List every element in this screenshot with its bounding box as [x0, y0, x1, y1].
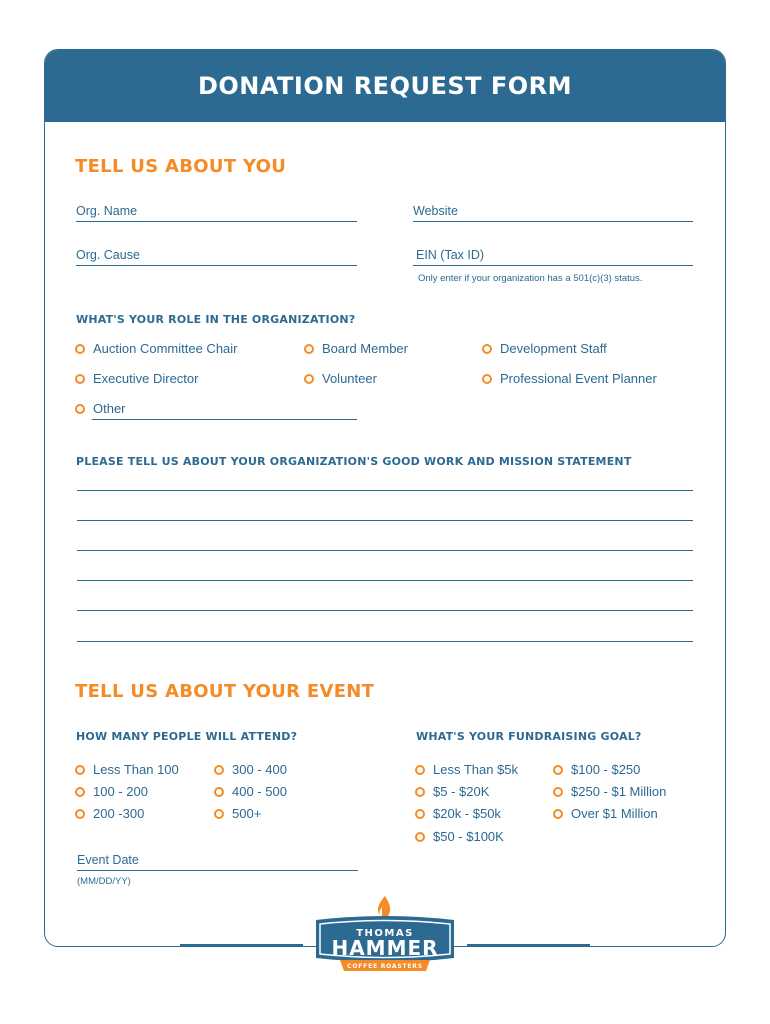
attend-question: HOW MANY PEOPLE WILL ATTEND? [76, 730, 298, 743]
goal-option-over-1m[interactable]: Over $1 Million [553, 806, 658, 821]
ein-field[interactable] [413, 265, 693, 266]
svg-text:THOMAS: THOMAS [356, 928, 414, 939]
radio-icon[interactable] [75, 374, 85, 384]
radio-icon[interactable] [214, 809, 224, 819]
ein-hint: Only enter if your organization has a 501(c)(3) status. [418, 273, 643, 284]
radio-icon[interactable] [415, 832, 425, 842]
ein-label: EIN (Tax ID) [416, 248, 485, 262]
logo-graphic [312, 896, 458, 980]
radio-icon[interactable] [415, 787, 425, 797]
role-option-development-staff[interactable]: Development Staff [482, 341, 607, 356]
radio-icon[interactable] [482, 344, 492, 354]
goal-option-50-100k[interactable]: $50 - $100K [415, 829, 504, 844]
role-option-other[interactable]: Other [75, 401, 126, 416]
org-name-field[interactable] [76, 221, 357, 222]
website-field[interactable] [413, 221, 693, 222]
radio-icon[interactable] [214, 765, 224, 775]
mission-line-6[interactable] [77, 641, 693, 642]
goal-option-100-250[interactable]: $100 - $250 [553, 762, 640, 777]
radio-icon[interactable] [482, 374, 492, 384]
mission-line-4[interactable] [77, 580, 693, 581]
radio-icon[interactable] [553, 787, 563, 797]
event-date-label: Event Date [77, 853, 139, 867]
radio-icon[interactable] [304, 344, 314, 354]
event-title: TELL US ABOUT YOUR EVENT [75, 681, 375, 702]
role-question: WHAT'S YOUR ROLE IN THE ORGANIZATION? [76, 313, 356, 326]
org-cause-field[interactable] [76, 265, 357, 266]
radio-icon[interactable] [75, 344, 85, 354]
footer-divider-right [467, 944, 590, 946]
form-title: DONATION REQUEST FORM [197, 72, 573, 100]
other-role-field[interactable] [92, 419, 357, 420]
radio-icon[interactable] [415, 809, 425, 819]
thomas-hammer-logo [312, 896, 458, 980]
radio-icon[interactable] [75, 809, 85, 819]
mission-line-2[interactable] [77, 520, 693, 521]
role-option-executive-director[interactable]: Executive Director [75, 371, 198, 386]
mission-question: PLEASE TELL US ABOUT YOUR ORGANIZATION'S GOOD WORK AND MISSION STATEMENT [76, 455, 632, 468]
radio-icon[interactable] [553, 809, 563, 819]
form-header [45, 50, 725, 122]
goal-question: WHAT'S YOUR FUNDRAISING GOAL? [416, 730, 642, 743]
radio-icon[interactable] [75, 404, 85, 414]
event-date-field[interactable] [77, 870, 358, 871]
footer-divider-left [180, 944, 303, 946]
role-option-board-member[interactable]: Board Member [304, 341, 408, 356]
goal-option-20k-50k[interactable]: $20k - $50k [415, 806, 501, 821]
mission-line-3[interactable] [77, 550, 693, 551]
radio-icon[interactable] [75, 787, 85, 797]
role-option-event-planner[interactable]: Professional Event Planner [482, 371, 657, 386]
website-label: Website [413, 204, 458, 218]
goal-option-250-1m[interactable]: $250 - $1 Million [553, 784, 666, 799]
radio-icon[interactable] [214, 787, 224, 797]
role-option-auction-chair[interactable]: Auction Committee Chair [75, 341, 238, 356]
about-you-title: TELL US ABOUT YOU [75, 156, 287, 177]
attend-option-300-400[interactable]: 300 - 400 [214, 762, 287, 777]
org-name-label: Org. Name [76, 204, 138, 218]
radio-icon[interactable] [415, 765, 425, 775]
attend-option-400-500[interactable]: 400 - 500 [214, 784, 287, 799]
goal-option-5-20k[interactable]: $5 - $20K [415, 784, 489, 799]
attend-option-200-300[interactable]: 200 -300 [75, 806, 144, 821]
radio-icon[interactable] [553, 765, 563, 775]
attend-option-less-100[interactable]: Less Than 100 [75, 762, 179, 777]
svg-text:HAMMER: HAMMER [331, 936, 439, 960]
radio-icon[interactable] [75, 765, 85, 775]
goal-option-less-5k[interactable]: Less Than $5k [415, 762, 518, 777]
svg-text:COFFEE ROASTERS: COFFEE ROASTERS [347, 963, 423, 970]
mission-line-5[interactable] [77, 610, 693, 611]
org-cause-label: Org. Cause [76, 248, 140, 262]
role-option-volunteer[interactable]: Volunteer [304, 371, 377, 386]
attend-option-500-plus[interactable]: 500+ [214, 806, 261, 821]
radio-icon[interactable] [304, 374, 314, 384]
mission-line-1[interactable] [77, 490, 693, 491]
attend-option-100-200[interactable]: 100 - 200 [75, 784, 148, 799]
event-date-hint: (MM/DD/YY) [77, 876, 131, 887]
